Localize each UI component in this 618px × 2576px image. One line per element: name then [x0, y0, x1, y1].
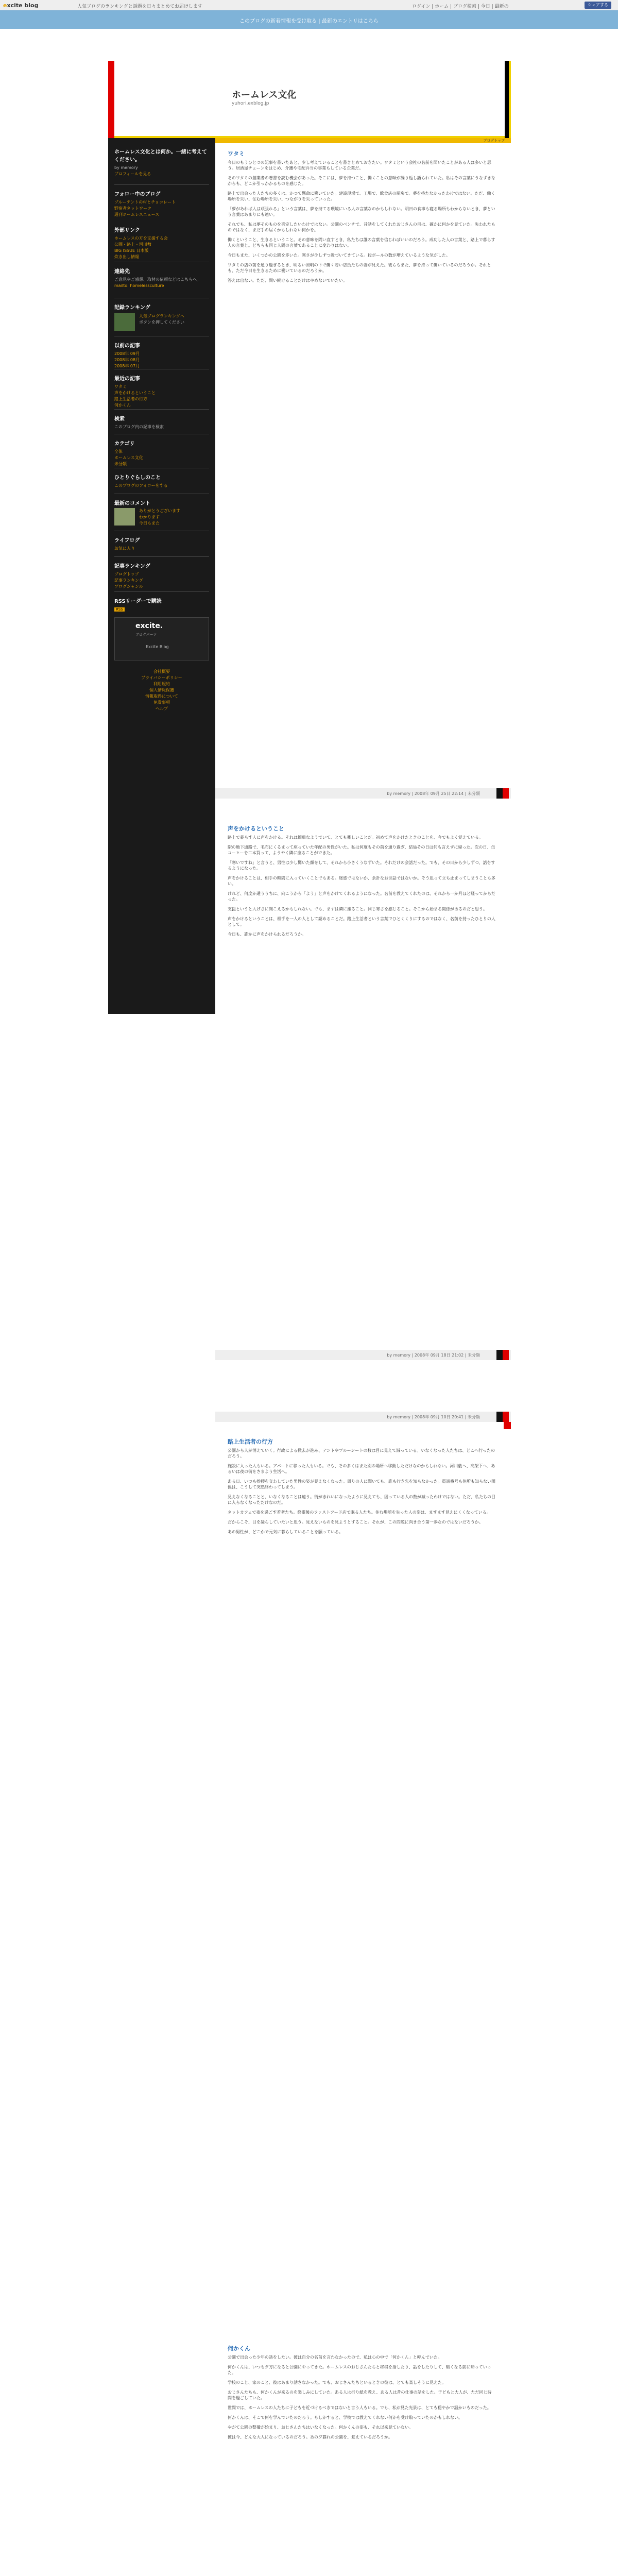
external-links-title: 外部リンク	[114, 228, 140, 233]
follow-title: フォロー中のブログ	[114, 192, 161, 197]
post-title[interactable]: 路上生活者の行方	[228, 1438, 273, 1445]
post-paragraph: 公園で出会った少年の話をしたい。彼は自分の名前を言わなかったので、私は心の中で「何かくん」と呼んでいた。	[228, 2355, 442, 2360]
post-paragraph: 施設に入った人もいる。アパートに移った人もいる。でも、その多くはまた別の場所へ移動しただけなのかもしれない。河川敷へ、高架下へ、あるいは夜の街をさまよう生活へ。	[228, 1464, 495, 1474]
sidebar-rss	[114, 597, 207, 612]
ranking-text	[139, 313, 209, 326]
ranking-banner-image[interactable]	[114, 313, 135, 331]
rss-title: RSSリーダーで購読	[114, 599, 162, 604]
categories-title: カテゴリ	[114, 441, 135, 447]
post-meta[interactable]: by memory | 2008年 09月 10日 20:41 | 未分類	[387, 1415, 480, 1419]
red-marker	[504, 1422, 511, 1429]
post-body	[228, 160, 495, 762]
blog-post	[215, 2344, 511, 2576]
info-banner[interactable]	[0, 10, 618, 29]
blog-url: yuhori.exblog.jp	[232, 101, 269, 106]
post-paragraph: 今日のもうひとつの記事を書いたあと、少し考えていることを書きとめておきたい。ワタミという会社の名前を聞いたことがある人は多いと思う。居酒屋チェーンをはじめ、介護や宅配弁当の事業もしている企業だ。	[228, 160, 491, 171]
ranking-sub: ボタンを押してください	[139, 320, 184, 325]
post-footer	[215, 788, 511, 799]
footer-link[interactable]: 免責事項	[153, 700, 170, 705]
post-paragraph: 公園から人が消えていく。行政による撤去が進み、テントやブルーシートの数は目に見えて減っている。いなくなった人たちは、どこへ行ったのだろう。	[228, 1448, 495, 1459]
post-paragraph: 世間では、ホームレスの人たちに子どもを近づけるべきではないと言う人もいる。でも、私が見た光景は、とても穏やかで温かいものだった。	[228, 2405, 491, 2410]
article-ranking-item[interactable]: ブログトップ	[114, 572, 139, 577]
post-title[interactable]: 何かくん	[228, 2345, 250, 2352]
excite-blog-link[interactable]: Excite Blog	[146, 645, 169, 649]
lifelog-link[interactable]: お気に入り	[114, 546, 135, 551]
sidebar-follow	[114, 190, 207, 218]
excite-logo: excite.	[135, 622, 163, 630]
ranking-title: 記録ランキング	[114, 305, 150, 311]
divider	[114, 184, 209, 185]
search-text[interactable]: このブログ内の記事を検索	[114, 425, 164, 429]
post-paragraph: 見えなくなることと、いなくなることは違う。街がきれいになったように見えても、困っている人の数が減ったわけではない。ただ、私たちの目に入らなくなっただけなのだ。	[228, 1495, 495, 1505]
archive-item[interactable]: 2008年 07月	[114, 364, 140, 368]
footer-link[interactable]: 情報取得について	[145, 694, 178, 699]
recent-item[interactable]: 路上生活者の行方	[114, 397, 147, 401]
post-paragraph: 答えは出ない。ただ、問い続けることだけはやめないでいたい。	[228, 278, 347, 283]
category-item[interactable]: 全体	[114, 449, 123, 454]
post-paragraph: ワタミの店の前を通り過ぎるとき、明るい照明の下で働く若い店員たちの姿が見えた。彼らもまた、夢を持って働いているのだろうか。それとも、ただ今日を生きるために働いているのだろうか。	[228, 263, 491, 273]
recent-comment-item[interactable]: 今日もまた	[139, 521, 160, 526]
sidebar-footer	[114, 669, 209, 712]
archive-item[interactable]: 2008年 08月	[114, 358, 140, 362]
divider	[114, 409, 209, 410]
contact-text: ご意見やご感想、取材の依頼などはこちらへ。	[114, 277, 201, 282]
post-footer	[215, 1350, 511, 1360]
sidebar-intro-title: ホームレス文化とは何か。一緒に考えてください。	[114, 149, 207, 163]
sidebar-intro	[114, 147, 207, 177]
post-footer-black	[496, 1412, 503, 1422]
post-paragraph: ある日、いつも挨拶を交わしていた男性の姿が見えなくなった。周りの人に聞いても、誰も行き先を知らなかった。電話番号も住所も知らない関係は、こうして突然終わってしまう。	[228, 1479, 495, 1489]
nav-strip	[215, 138, 511, 143]
post-paragraph: 声をかけることは、相手の時間に入っていくことでもある。迷惑ではないか、余計なお世話ではないか。そう思って立ち止まってしまうことも多い。	[228, 876, 495, 886]
recent-comment-item[interactable]: ありがとうございます	[139, 509, 180, 513]
post-body	[228, 2354, 495, 2576]
friends-link[interactable]: このブログのフォローをする	[114, 483, 168, 488]
external-link[interactable]: ホームレスの方を支援する会	[114, 236, 168, 241]
article-ranking-item[interactable]: ブログジャンル	[114, 584, 143, 589]
ranking-link[interactable]: 人気ブログランキングへ	[139, 314, 184, 318]
recent-comments-list	[139, 508, 209, 527]
post-paragraph: 今日もまた、いくつかの公園を歩いた。寒さが少しずつ近づいてきている。段ボールの数が増えているような気がした。	[228, 253, 450, 258]
post-paragraph: そのワタミの創業者の著書を読む機会があった。そこには、夢を持つこと、働くことの意味が繰り返し語られていた。私はその言葉にうなずきながらも、どこか引っかかるものを感じた。	[228, 176, 495, 186]
sidebar-friends	[114, 473, 207, 489]
blog-header	[114, 61, 505, 138]
footer-link[interactable]: 会社概要	[153, 669, 170, 674]
post-meta[interactable]: by memory | 2008年 09月 25日 22:14 | 未分類	[387, 791, 480, 796]
rss-icon[interactable]: RSS	[114, 607, 125, 612]
post-body	[228, 835, 495, 1298]
post-paragraph: 今日も、誰かに声をかけられるだろうか。	[228, 932, 306, 937]
header-right-yellow-stripe	[509, 61, 511, 138]
banner-message[interactable]: このブログの新着情報を受け取る | 最新のエントリはこちら	[239, 19, 379, 24]
sidebar-recent	[114, 374, 207, 409]
sidebar-categories	[114, 439, 207, 467]
post-title[interactable]: ワタミ	[228, 150, 245, 157]
profile-link[interactable]: プロフィールを見る	[114, 172, 151, 176]
post-paragraph: 彼は今、どんな大人になっているのだろう。あの夕暮れの公園を、覚えているだろうか。	[228, 2435, 392, 2439]
footer-link[interactable]: 利用規約	[153, 682, 170, 686]
blog-post	[215, 149, 511, 788]
recent-title: 最近の記事	[114, 376, 140, 382]
top-bar	[0, 0, 618, 10]
recent-item[interactable]: ワタミ	[114, 384, 127, 389]
post-footer-black	[496, 1350, 503, 1360]
top-links[interactable]: ログイン | ホーム | ブログ検索 | 今日 | 最新の	[412, 4, 509, 9]
contact-title: 連絡先	[114, 269, 130, 275]
external-link[interactable]: 炊き出し情報	[114, 255, 139, 259]
recent-comment-item[interactable]: わかります	[139, 515, 160, 519]
article-ranking-title: 記事ランキング	[114, 564, 150, 569]
blog-post	[215, 1437, 511, 2313]
post-paragraph: それでも、私は夢そのものを否定したいわけではない。公園のベンチで、昔話をしてくれたおじさんの目は、確かに何かを見ていた。失われたものではなく、まだ手の届くかもしれない何かを。	[228, 222, 495, 232]
blog-title[interactable]: ホームレス文化	[232, 90, 297, 100]
recent-item[interactable]: 何かくん	[114, 403, 131, 408]
sidebar-intro-by: by memory	[114, 165, 138, 170]
blog-post	[215, 824, 511, 1329]
footer-link[interactable]: 個人情報保護	[149, 688, 174, 692]
sidebar-contact	[114, 267, 207, 289]
post-paragraph: 路上で暮らす人に声をかける。それは簡単なようでいて、とても難しいことだ。初めて声をかけたときのことを、今でもよく覚えている。	[228, 835, 483, 840]
follow-item[interactable]: ブルーテントの村とチョコレート	[114, 200, 176, 205]
sidebar-external-links	[114, 226, 207, 260]
post-title[interactable]: 声をかけるということ	[228, 825, 284, 832]
archive-item[interactable]: 2008年 09月	[114, 351, 140, 356]
post-paragraph: 働くということ、生きるということ。その意味を問い直すとき、私たちは誰の言葉を信じればいいのだろう。成功した人の言葉と、路上で暮らす人の言葉と。どちらも同じ人間の言葉であることに変わりはない。	[228, 238, 495, 248]
post-paragraph: 何かくんは、いつも夕方になると公園にやってきた。ホームレスのおじさんたちと将棋を指したり、話をしたりして、暗くなる前に帰っていった。	[228, 2365, 491, 2375]
post-paragraph: おじさんたちも、何かくんが来るのを楽しみにしていた。ある人は折り紙を教え、ある人は昔の仕事の話をした。子どもと大人が、ただ同じ時間を過ごしていた。	[228, 2390, 492, 2400]
post-paragraph: 駅の地下通路で、毛布にくるまって座っていた年配の男性がいた。私は何度もその前を通り過ぎ、結局その日は何も言えずに帰った。次の日、缶コーヒーを二本買って、ようやく隣に座ることができた。	[228, 845, 495, 855]
header-left-stripe	[108, 61, 114, 138]
sidebar-recent-comments	[114, 499, 207, 509]
post-paragraph: 支援というと大げさに聞こえるかもしれない。でも、まずは隣に座ること。同じ寒さを感じること。そこから始まる関係があるのだと思う。	[228, 907, 487, 911]
post-paragraph: 「寒いですね」と言うと、男性は少し驚いた顔をして、それから小さくうなずいた。それだけの会話だった。でも、その日から少しずつ、話をするようになった。	[228, 860, 495, 871]
blog-top-link[interactable]: ブログトップ	[483, 139, 505, 143]
sidebar-article-ranking	[114, 562, 207, 590]
category-item[interactable]: 未分類	[114, 462, 127, 466]
post-meta[interactable]: by memory | 2008年 09月 18日 21:02 | 未分類	[387, 1353, 480, 1358]
footer-link[interactable]: ヘルプ	[156, 706, 168, 711]
post-paragraph: やがて公園の整備が始まり、おじさんたちはいなくなった。何かくんの姿も、それ以来見ていない。	[228, 2425, 413, 2430]
footer-link[interactable]: プライバシーポリシー	[141, 675, 182, 680]
post-paragraph: ネットカフェで夜を過ごす若者たち。終電後のファストフード店で眠る人たち。住む場所を失った人の姿は、ますます見えにくくなっている。	[228, 1510, 491, 1515]
sidebar-search	[114, 414, 207, 430]
sidebar-lifelog	[114, 536, 207, 552]
post-footer-black	[496, 788, 503, 799]
post-paragraph: 「夢があれば人は頑張れる」という言葉は、夢を持てる環境にいる人の言葉なのかもしれない。明日の食事も寝る場所もわからないとき、夢という言葉はあまりにも遠い。	[228, 207, 495, 217]
post-paragraph: 声をかけるということは、相手を一人の人として認めることだ。路上生活者という言葉でひとくくりにするのではなく、名前を持ったひとりの人として。	[228, 917, 495, 927]
post-paragraph: あの男性が、どこかで元気に暮らしていることを願っている。	[228, 1530, 343, 1534]
category-item[interactable]: ホームレス文化	[114, 455, 143, 460]
search-title: 検索	[114, 416, 125, 422]
post-footer-red	[503, 1412, 509, 1422]
sidebar-archive	[114, 341, 207, 369]
share-button[interactable]: シェアする	[585, 2, 611, 9]
divider	[114, 591, 209, 592]
excite-badge[interactable]	[114, 617, 209, 660]
post-paragraph: 何かくんは、そこで何を学んでいたのだろう。もしかすると、学校では教えてくれない何かを受け取っていたのかもしれない。	[228, 2415, 462, 2420]
post-footer	[215, 1412, 511, 1422]
comment-thumbnail[interactable]	[114, 508, 135, 526]
sidebar	[108, 138, 215, 1014]
lifelog-title: ライフログ	[114, 538, 140, 544]
external-link[interactable]: 公園・路上・河川敷	[114, 242, 151, 247]
post-paragraph: だからこそ、目を凝らしていたいと思う。見えないものを見ようとすること。それが、この問題に向き合う第一歩なのではないだろうか。	[228, 1520, 483, 1524]
top-notice[interactable]: 人気ブログのランキングと話題を日々まとめてお届けします	[77, 4, 202, 9]
post-body	[228, 1448, 495, 2293]
sidebar-ranking	[114, 303, 207, 313]
divider	[114, 556, 209, 557]
post-footer-red	[503, 788, 509, 799]
post-paragraph: 学校のこと、家のこと、彼はあまり話さなかった。でも、おじさんたちといるときの彼は、とても楽しそうに見えた。	[228, 2380, 446, 2385]
contact-mail[interactable]: mailto: homelessculture	[114, 283, 164, 288]
follow-item[interactable]: 野宿者ネットワーク	[114, 206, 151, 211]
post-paragraph: 路上で出会った人たちの多くは、かつて懸命に働いていた。建設現場で、工場で、飲食店の厨房で。夢を持たなかったわけではない。ただ、働く場所を失い、住む場所を失い、つながりを失っていった。	[228, 191, 495, 201]
article-ranking-item[interactable]: 記事ランキング	[114, 578, 143, 583]
recent-item[interactable]: 声をかけるということ	[114, 391, 156, 395]
excite-sub: ブログパーツ	[135, 633, 157, 637]
archive-title: 以前の記事	[114, 343, 140, 349]
follow-item[interactable]: 週刊ホームレスニュース	[114, 212, 160, 217]
post-footer-red	[503, 1350, 509, 1360]
friends-title: ひとりぐらしのこと	[114, 475, 161, 481]
post-paragraph: けれど、何度か通ううちに、向こうから「よう」と声をかけてくれるようになった。名前を教えてくれたのは、それから一か月ほど経ってからだった。	[228, 891, 495, 902]
external-link[interactable]: BIG ISSUE 日本版	[114, 248, 149, 253]
recent-comments-title: 最新のコメント	[114, 501, 150, 506]
excite-blog-logo[interactable]: excite blog	[3, 2, 39, 9]
